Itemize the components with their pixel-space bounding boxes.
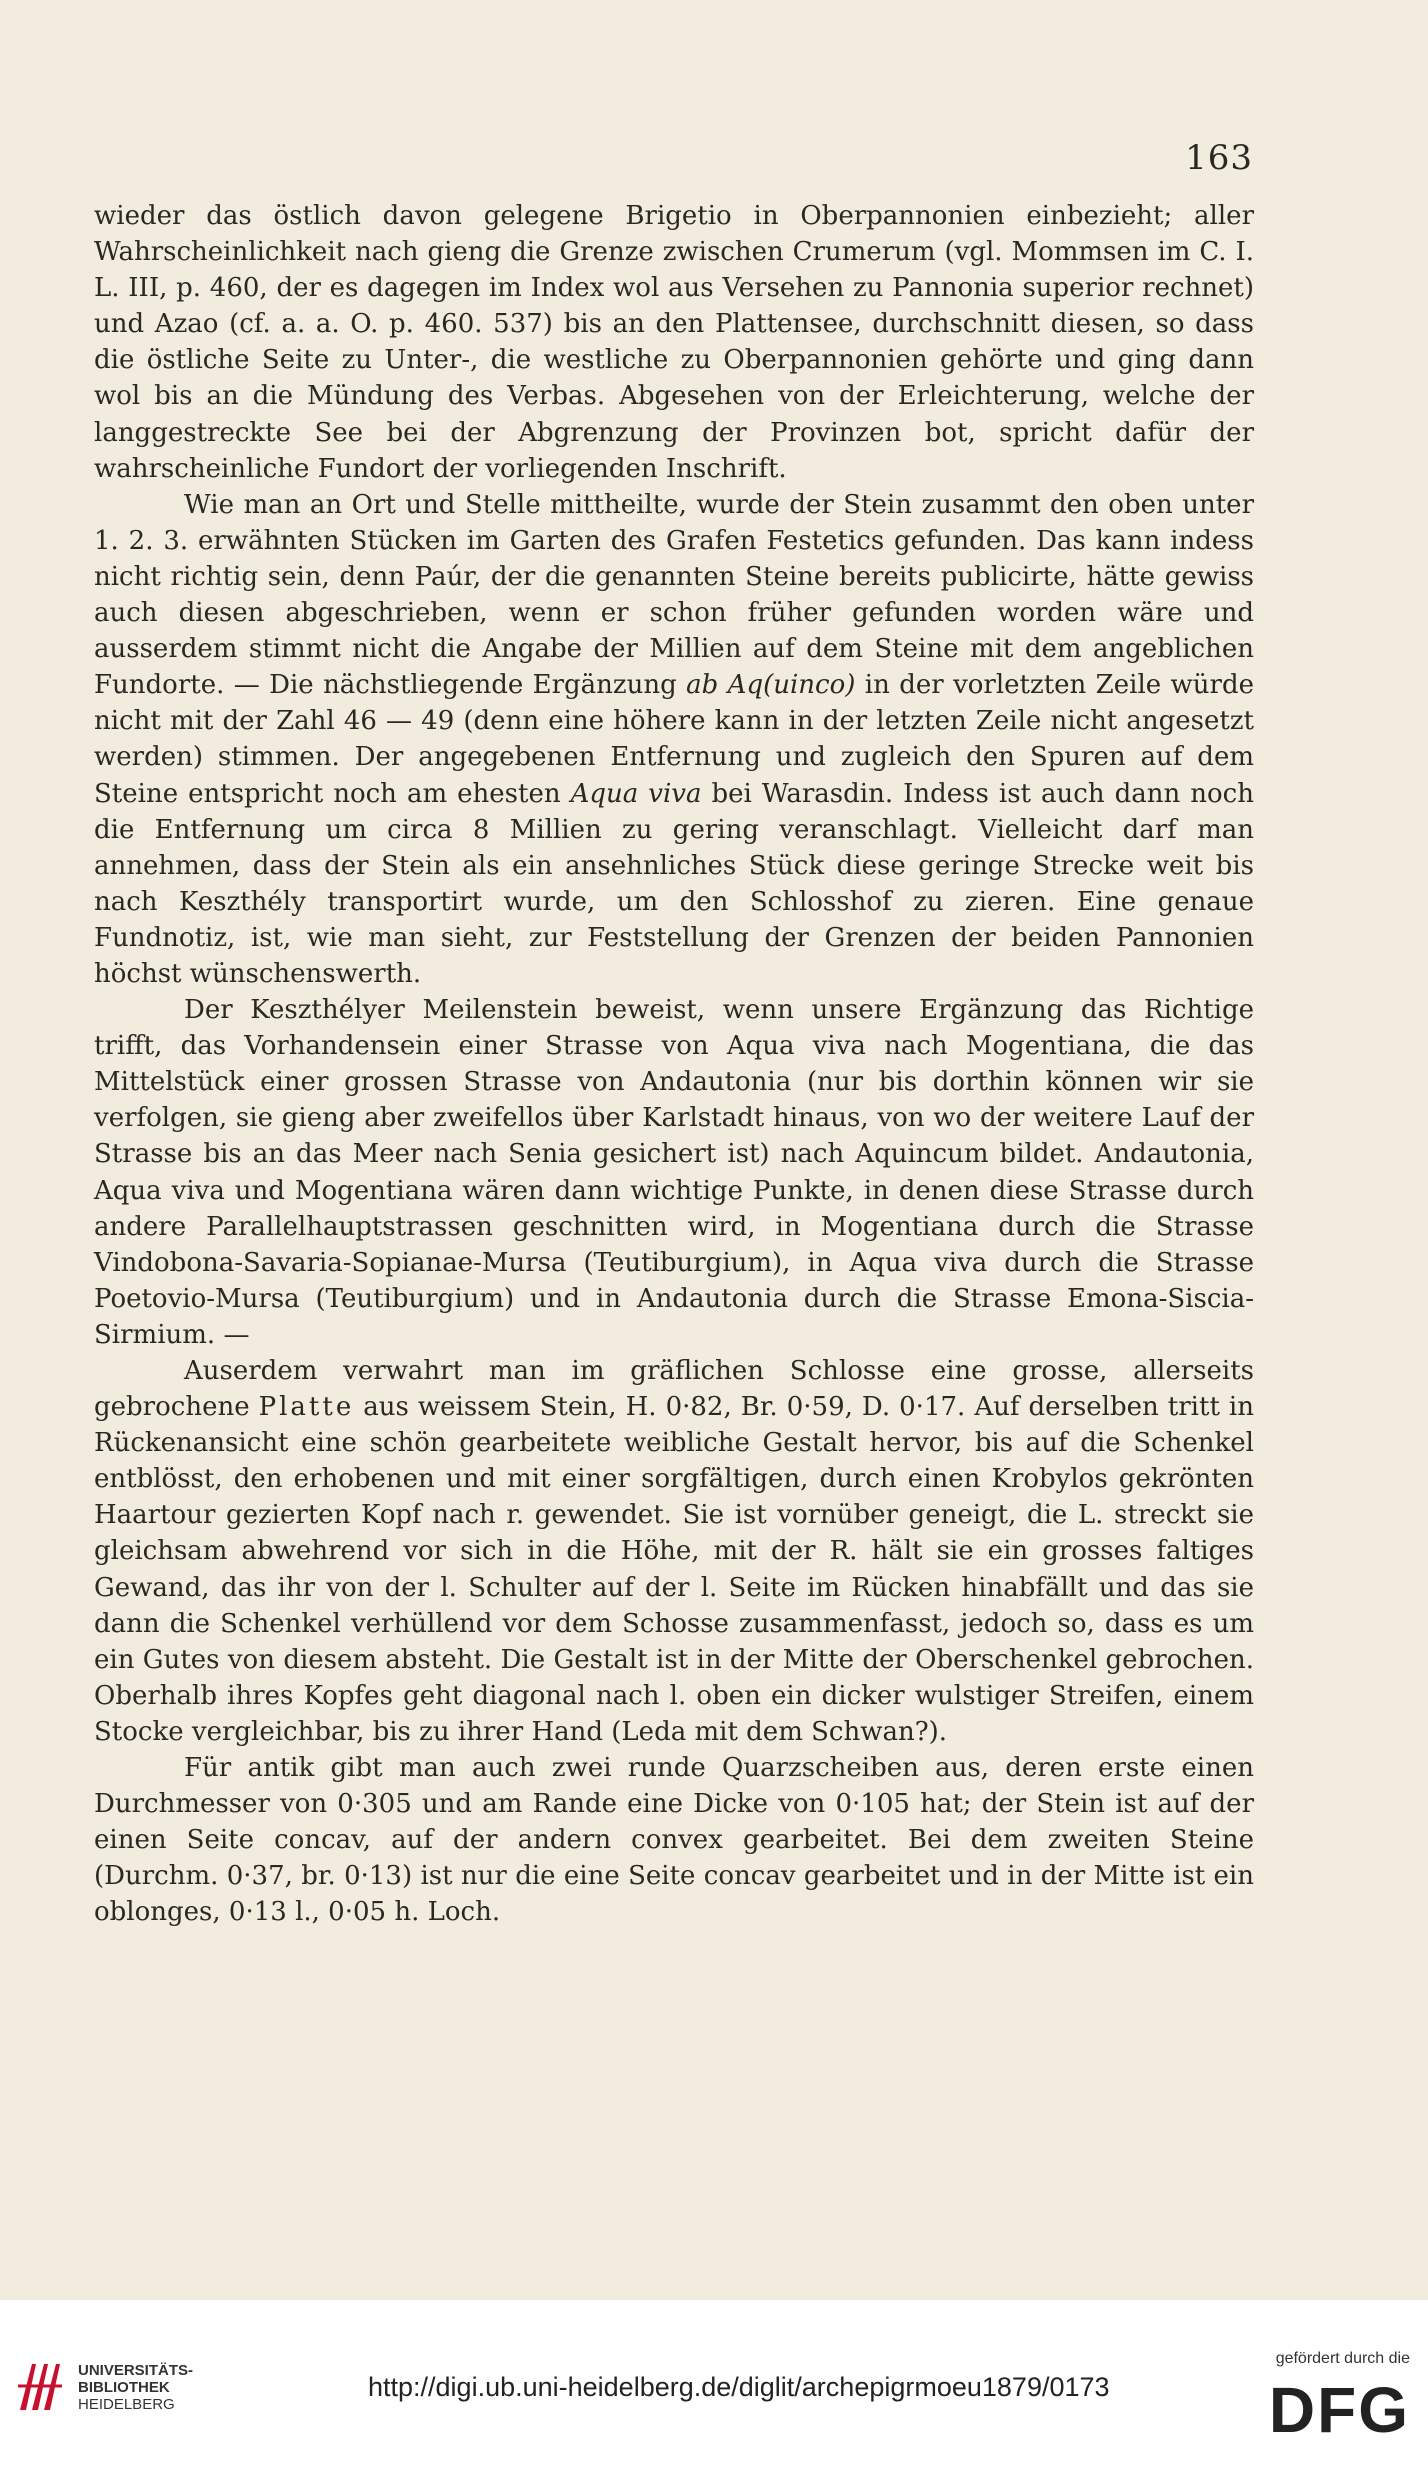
- text-run: Der Keszthélyer Meilenstein beweist, wenn unsere Ergänzung das Richtige trifft, das Vorhandensein einer Strasse von Aqua viva nach Mogentiana, die das Mittelstück einer grossen Strasse von Andautonia (nur bis dorthin können wir sie verfolgen, sie gieng aber zweifellos über Karlstadt hinaus, von wo der weitere Lauf der Strasse bis an das Meer nach Senia gesichert ist) nach Aquincum bildet. Andautonia, Aqua viva und Mogentiana wären dann wichtige Punkte, in denen diese Strasse durch andere Parallelhauptstrassen geschnitten wird, in Mogentiana durch die Strasse Vindobona-Savaria-Sopianae-Mursa (Teutiburgium), in Aqua viva durch die Strasse Poetovio-Mursa (Teutiburgium) und in Andautonia durch die Strasse Emona-Siscia-Sirmium. —: [94, 995, 1254, 1350]
- paragraph: [94, 198, 1254, 487]
- funded-by-label: gefördert durch die: [1275, 2350, 1410, 2367]
- text-run: in der vorletzten Zeile würde nicht mit der Zahl 46 — 49 (denn eine höhere kann in der letzten Zeile nicht angesetzt werden) stimmen. Der angegebenen Entfernung und zugleich den Spuren auf dem Steine entspricht noch am ehesten: [94, 670, 1254, 809]
- text-run: ab Aq(uinco): [686, 670, 856, 701]
- body-text: [94, 198, 1254, 1931]
- page-number: 163: [1185, 138, 1253, 178]
- library-name-line1: UNIVERSITÄTS-: [78, 2362, 194, 2379]
- library-name-line2: BIBLIOTHEK: [78, 2379, 170, 2396]
- heidelberg-university-logo-icon: [14, 2356, 66, 2416]
- library-name: [78, 2362, 193, 2413]
- text-run: wieder das östlich davon gelegene Brigetio in Oberpannonien einbezieht; aller Wahrscheinlichkeit nach gieng die Grenze zwischen Crumerum (vgl. Mommsen im C. I. L. III, p. 460, der es dagegen im Index wol aus Versehen zu Pannonia superior rechnet) und Azao (cf. a. a. O. p. 460. 537) bis an den Plattensee, durchschnitt diesen, so dass die östliche Seite zu Unter-, die westliche zu Oberpannonien gehörte und ging dann wol bis an die Mündung des Verbas. Abgesehen von der Erleichterung, welche der langgestreckte See bei der Abgrenzung der Provinzen bot, spricht dafür der wahrscheinliche Fundort der vorliegenden Inschrift.: [94, 201, 1254, 484]
- text-run: aus weissem Stein, H. 0·82, Br. 0·59, D. 0·17. Auf derselben tritt in Rückenansicht eine schön gearbeitete weibliche Gestalt hervor, bis auf die Schenkel entblösst, den erhobenen und mit einer sorgfältigen, durch einen Krobylos gekrönten Haartour gezierten Kopf nach r. gewendet. Sie ist vornüber geneigt, die L. streckt sie gleichsam abwehrend vor sich in die Höhe, mit der R. hält sie ein grosses faltiges Gewand, das ihr von der l. Schulter auf der l. Seite im Rücken hinabfällt und das sie dann die Schenkel verhüllend vor dem Schosse zusammenfasst, jedoch so, dass es um ein Gutes von diesem absteht. Die Gestalt ist in der Mitte der Oberschenkel gebrochen. Oberhalb ihres Kopfes geht diagonal nach l. oben ein dicker wulstiger Streifen, einem Stocke vergleichbar, bis zu ihrer Hand (Leda mit dem Schwan?).: [94, 1392, 1254, 1747]
- text-run: Wie man an Ort und Stelle mittheilte, wurde der Stein zusammt den oben unter 1. 2. 3. erwähnten Stücken im Garten des Grafen Festetics gefunden. Das kann indess nicht richtig sein, denn Paúr, der die genannten Steine bereits publicirte, hätte gewiss auch diesen abgeschrieben, wenn er schon früher gefunden worden wäre und ausserdem stimmt nicht die Angabe der Millien auf dem Steine mit dem angeblichen Fundorte. — Die nächstliegende Ergänzung: [94, 489, 1254, 701]
- text-run: Aqua viva: [570, 778, 702, 809]
- library-name-line3: HEIDELBERG: [78, 2396, 175, 2413]
- text-run: bei Warasdin. Indess ist auch dann noch die Entfernung um circa 8 Millien zu gering veranschlagt. Vielleicht darf man annehmen, dass der Stein als ein ansehnliches Stück diese geringe Strecke weit bis nach Keszthély transportirt wurde, um den Schlosshof zu zieren. Eine genaue Fundnotiz, ist, wie man sieht, zur Feststellung der Grenzen der beiden Pannonien höchst wünschenswerth.: [94, 778, 1254, 989]
- paragraph: [94, 487, 1254, 992]
- permalink-url[interactable]: http://digi.ub.uni-heidelberg.de/diglit/archepigrmoeu1879/0173: [368, 2372, 1110, 2402]
- paragraph: [94, 1750, 1254, 1930]
- paragraph: [94, 992, 1254, 1353]
- paragraph: [94, 1353, 1254, 1750]
- viewer-footer: [0, 2300, 1428, 2480]
- text-run: Für antik gibt man auch zwei runde Quarzscheiben aus, deren erste einen Durchmesser von 0·305 und am Rande eine Dicke von 0·105 hat; der Stein ist auf der einen Seite concav, auf der andern convex gearbeitet. Bei dem zweiten Steine (Durchm. 0·37, br. 0·13) ist nur die eine Seite concav gearbeitet und in der Mitte ist ein oblonges, 0·13 l., 0·05 h. Loch.: [94, 1753, 1254, 1928]
- text-run: Auserdem verwahrt man im gräflichen Schlosse eine grosse, allerseits gebrochene: [94, 1356, 1254, 1423]
- text-run: Platte: [258, 1392, 355, 1423]
- dfg-logo: DFG: [1268, 2374, 1410, 2446]
